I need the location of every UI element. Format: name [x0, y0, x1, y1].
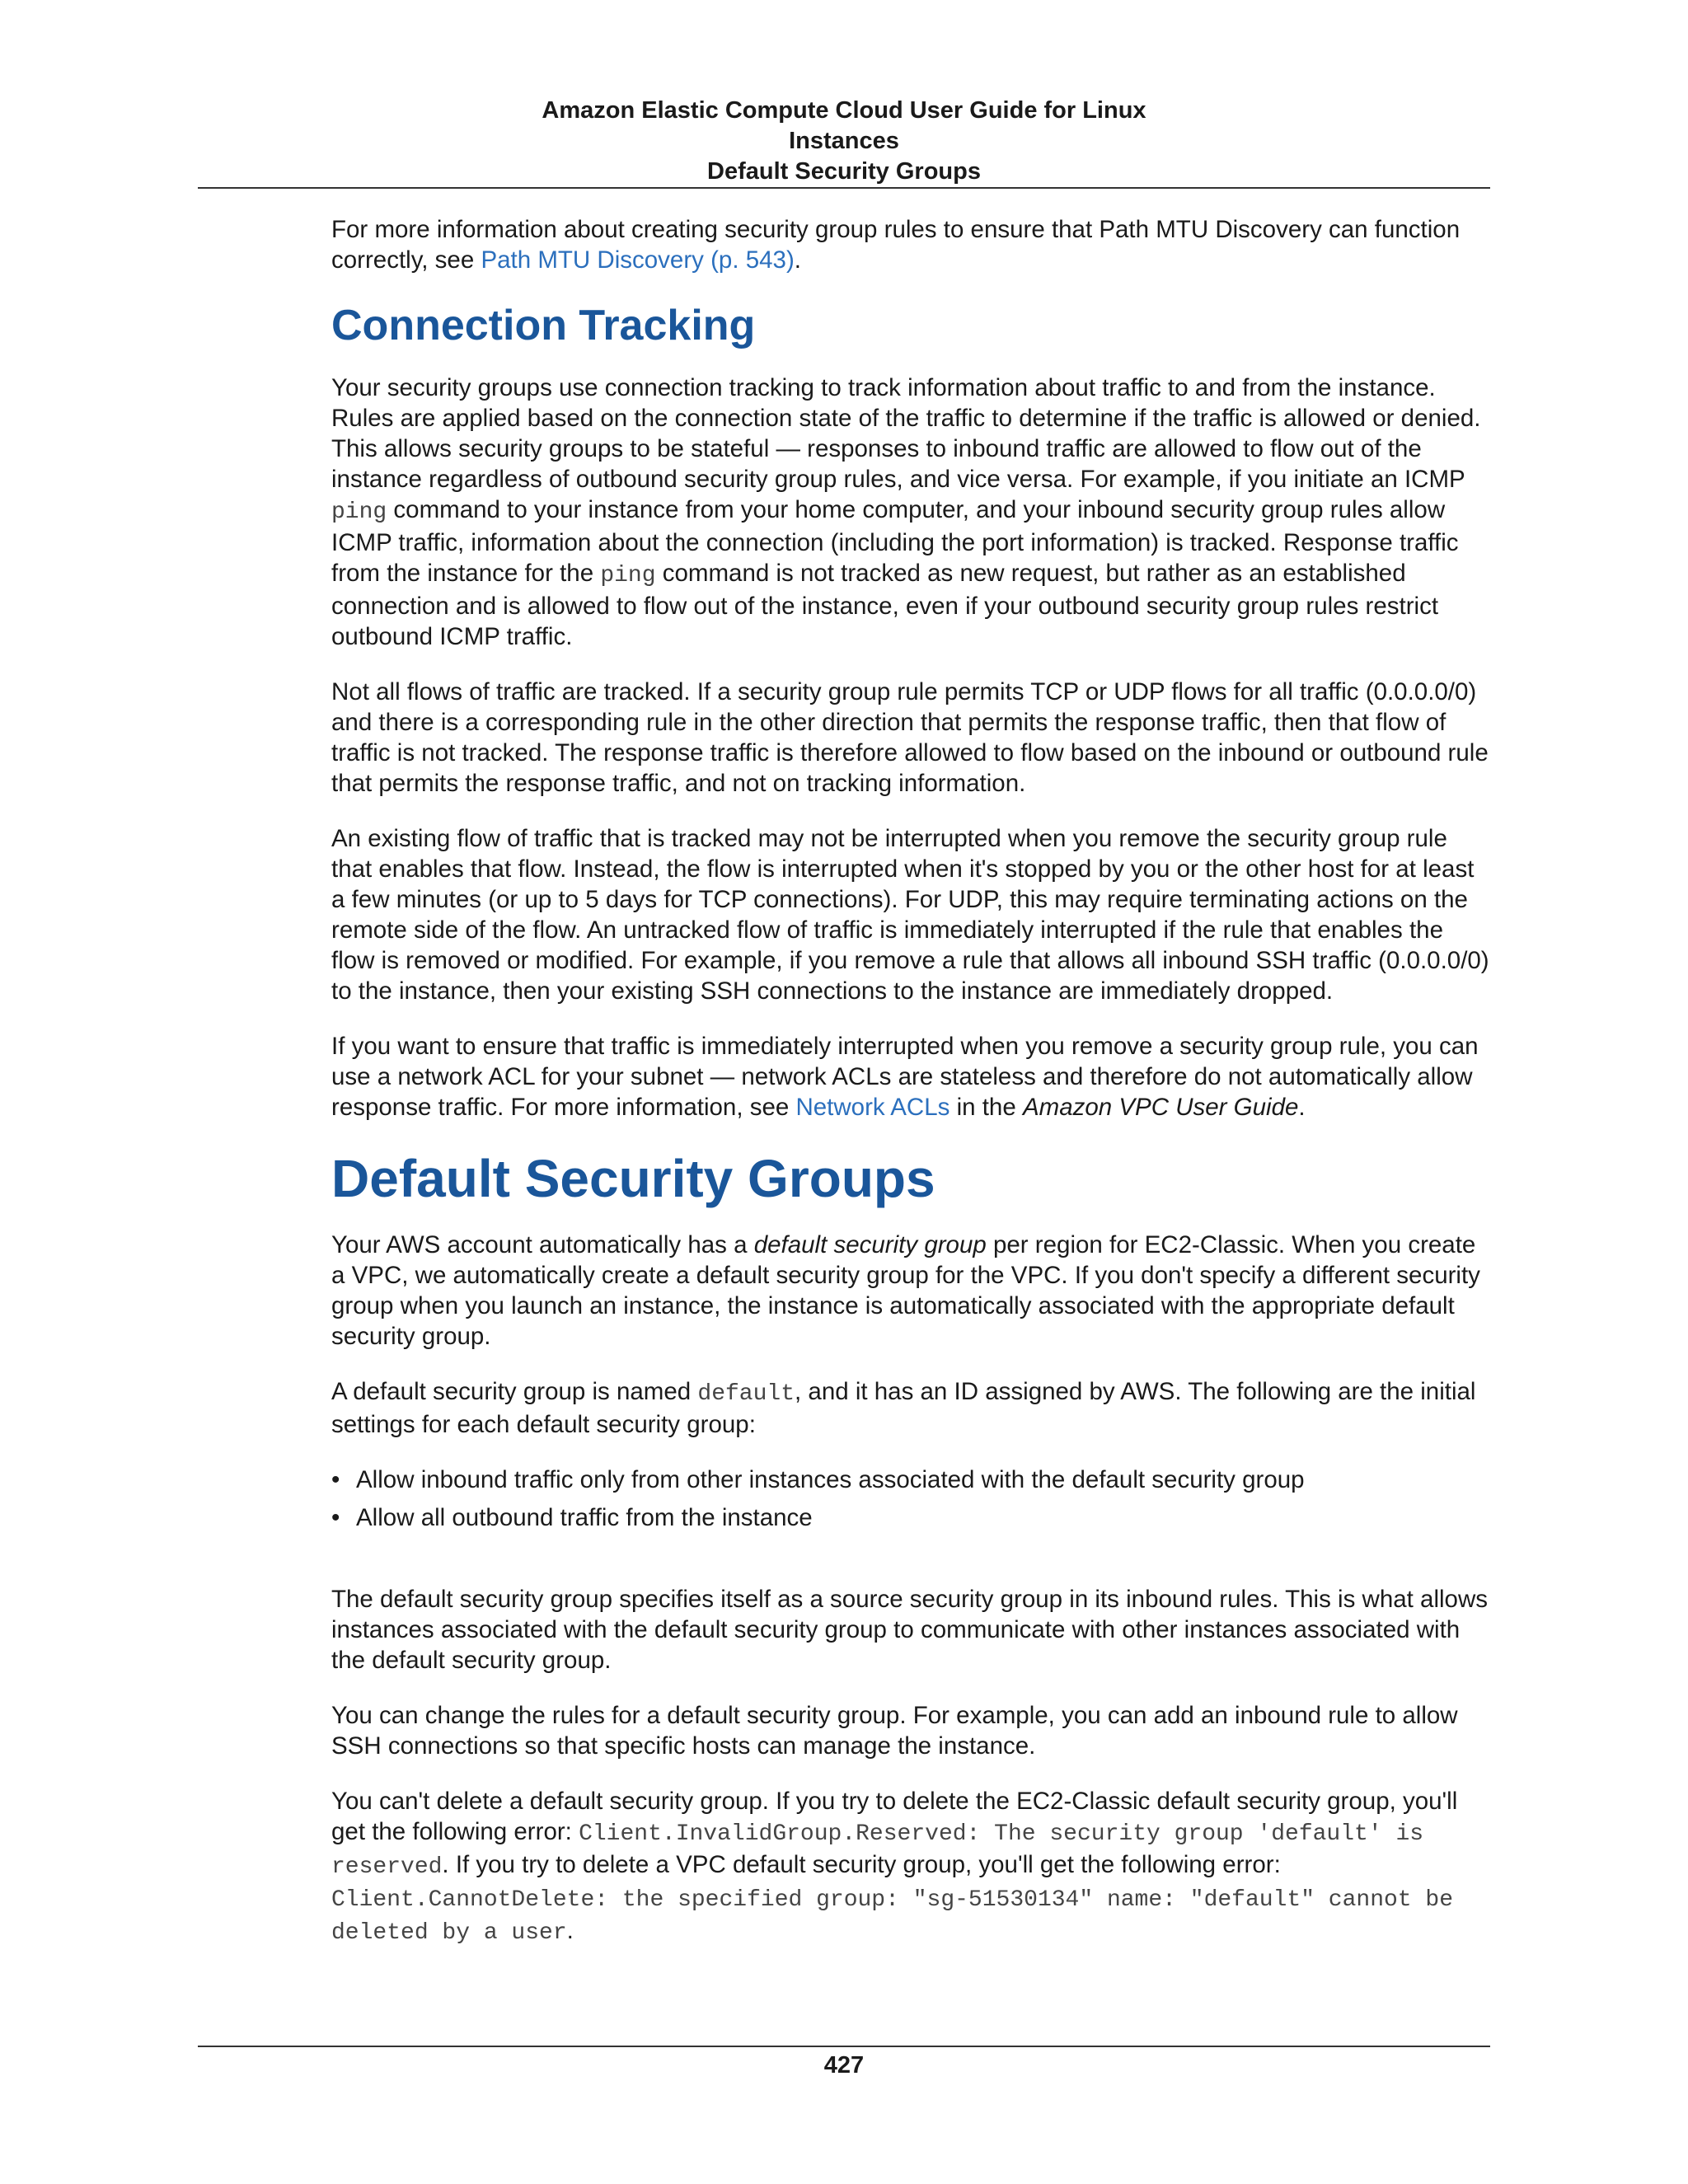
running-header	[198, 96, 1490, 187]
default-groups-paragraph-2: A default security group is named default, and it has an ID assigned by AWS. The following are the initial settings for each default security group:	[331, 1378, 1476, 1438]
path-mtu-discovery-link[interactable]: Path MTU Discovery (p. 543)	[481, 246, 795, 274]
intro-paragraph: For more information about creating security group rules to ensure that Path MTU Discovery can function correctly, see Path MTU Discovery (p. 543).	[331, 216, 1461, 274]
default-security-group-term: default security group	[753, 1231, 987, 1258]
connection-tracking-paragraph-2: Not all flows of traffic are tracked. If a security group rule permits TCP or UDP flows for all traffic (0.0.0.0/0) and there is a corresponding rule in the other direction that permits the response traffic, then that flow of traffic is not tracked. The response traffic is therefore allowed to flow based on the inbound or outbound rule that permits the response traffic, and not on tracking information.	[331, 678, 1489, 797]
header-chapter: Instances	[789, 128, 899, 154]
inline-code-ping: ping	[600, 563, 656, 588]
default-security-groups-heading: Default Security Groups	[331, 1149, 935, 1208]
inline-code-ping: ping	[331, 499, 387, 525]
default-groups-paragraph-3: The default security group specifies itself as a source security group in its inbound rules. This is what allows instances associated with the default security group to communicate with other instances associated with the default security group.	[331, 1586, 1489, 1674]
bullet-icon: •	[331, 1504, 340, 1531]
default-settings-list	[331, 1465, 1490, 1533]
inline-code-default: default	[697, 1381, 795, 1407]
header-section: Default Security Groups	[707, 158, 981, 185]
page-content	[331, 214, 1490, 1973]
default-groups-paragraph-4: You can change the rules for a default security group. For example, you can add an inbound rule to allow SSH connections so that specific hosts can manage the instance.	[331, 1702, 1458, 1760]
network-acls-link[interactable]: Network ACLs	[795, 1094, 950, 1121]
header-guide-title: Amazon Elastic Compute Cloud User Guide for Linux	[542, 97, 1146, 124]
connection-tracking-paragraph-3: An existing flow of traffic that is tracked may not be interrupted when you remove the security group rule that enables that flow. Instead, the flow is interrupted when it's stopped by you or the other host for at least a few minutes (or up to 5 days for TCP connections). For UDP, this may require terminating actions on the remote side of the flow. An untracked flow of traffic is immediately interrupted if the rule that enables the flow is removed or modified. For example, if you remove a rule that allows all inbound SSH traffic (0.0.0.0/0) to the instance, then your existing SSH connections to the instance are immediately dropped.	[331, 825, 1489, 1005]
vpc-user-guide-title: Amazon VPC User Guide	[1022, 1094, 1299, 1121]
footer-divider	[198, 2046, 1490, 2047]
connection-tracking-heading: Connection Tracking	[331, 302, 756, 349]
default-groups-paragraph-5: You can't delete a default security group. If you try to delete the EC2-Classic default security group, you'll get the following error: Client.InvalidGroup.Reserved: The security group 'default' is reserved. If you try to delete a VPC default security group, you'll get the following error: Client.CannotDelete: the specified group: "sg-51530134" name: "default" cannot be deleted by a user.	[331, 1788, 1458, 1946]
page-number: 427	[823, 2052, 865, 2079]
connection-tracking-paragraph-4: If you want to ensure that traffic is immediately interrupted when you remove a security group rule, you can use a network ACL for your subnet — network ACLs are stateless and therefore do not automatically allow response traffic. For more information, see Network ACLs in the Amazon VPC User Guide.	[331, 1033, 1479, 1121]
inline-code-reserved-error: Client.InvalidGroup.Reserved: The security group 'default' is reserved	[331, 1821, 1424, 1880]
bullet-icon: •	[331, 1466, 340, 1493]
list-item: • Allow inbound traffic only from other instances associated with the default security group	[331, 1466, 1305, 1493]
default-groups-paragraph-1: Your AWS account automatically has a default security group per region for EC2-Classic. When you create a VPC, we automatically create a default security group for the VPC. If you don't specify a different security group when you launch an instance, the instance is automatically associated with the appropriate default security group.	[331, 1231, 1480, 1350]
list-item: • Allow all outbound traffic from the instance	[331, 1504, 813, 1531]
connection-tracking-paragraph-1: Your security groups use connection tracking to track information about traffic to and from the instance. Rules are applied based on the connection state of the traffic to determine if the traffic is allowed or denied. This allows security groups to be stateful — responses to inbound traffic are allowed to flow out of the instance regardless of outbound security group rules, and vice versa. For example, if you initiate an ICMP ping command to your instance from your home computer, and your inbound security group rules allow ICMP traffic, information about the connection (including the port information) is tracked. Response traffic from the instance for the ping command is not tracked as new request, but rather as an established connection and is allowed to flow out of the instance, even if your outbound security group rules restrict outbound ICMP traffic.	[331, 374, 1481, 650]
header-divider	[198, 187, 1490, 189]
inline-code-cannot-delete-error: Client.CannotDelete: the specified group: "sg-51530134" name: "default" cannot be deleted by a user	[331, 1887, 1454, 1946]
